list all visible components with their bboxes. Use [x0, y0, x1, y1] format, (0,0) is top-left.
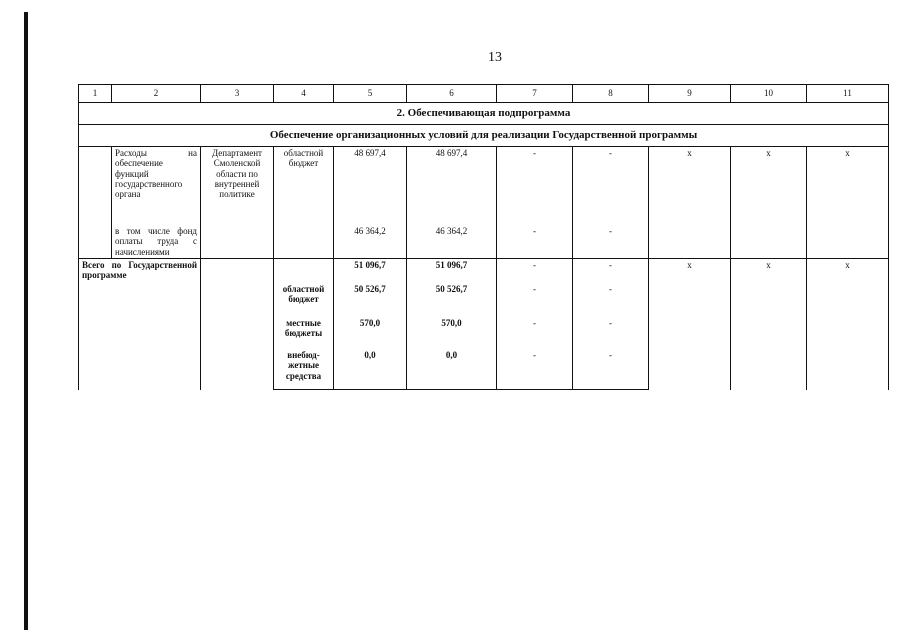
expense-col9: x — [649, 147, 731, 259]
expense-col5: 48 697,4 — [334, 147, 407, 226]
total-row — [79, 259, 889, 284]
total-col5: 51 096,7 — [334, 259, 407, 284]
expense-row — [79, 147, 889, 226]
column-header: 3 — [201, 85, 274, 103]
expense-sub-description: в том числе фонд оплаты труда с начислениями — [112, 225, 201, 259]
column-header: 9 — [649, 85, 731, 103]
expense-sub-col8: - — [573, 225, 649, 259]
budget-table — [78, 84, 889, 390]
column-header: 5 — [334, 85, 407, 103]
regional-label: областной бюджет — [274, 283, 334, 317]
column-number-row — [79, 85, 889, 103]
page-number: 13 — [488, 50, 502, 65]
local-col8: - — [573, 317, 649, 349]
column-header: 7 — [497, 85, 573, 103]
cell-empty — [201, 259, 274, 390]
expense-sub-col6: 46 364,2 — [407, 225, 497, 259]
regional-col7: - — [497, 283, 573, 317]
expense-sub-col5: 46 364,2 — [334, 225, 407, 259]
cell-empty — [79, 147, 112, 259]
expense-col8: - — [573, 147, 649, 226]
total-col9: x — [649, 259, 731, 390]
expense-col11: x — [807, 147, 889, 259]
column-header: 4 — [274, 85, 334, 103]
total-label: Всего по Государственной программе — [79, 259, 201, 390]
local-col7: - — [497, 317, 573, 349]
total-col11: x — [807, 259, 889, 390]
expense-col10: x — [731, 147, 807, 259]
column-header: 10 — [731, 85, 807, 103]
total-col8: - — [573, 259, 649, 284]
regional-col8: - — [573, 283, 649, 317]
expense-source: областной бюджет — [274, 147, 334, 259]
offbudget-label: внебюд-жетные средства — [274, 349, 334, 390]
expense-col7: - — [497, 147, 573, 226]
expense-col6: 48 697,4 — [407, 147, 497, 226]
offbudget-col8: - — [573, 349, 649, 390]
regional-col5: 50 526,7 — [334, 283, 407, 317]
expense-sub-col7: - — [497, 225, 573, 259]
local-col6: 570,0 — [407, 317, 497, 349]
offbudget-col5: 0,0 — [334, 349, 407, 390]
offbudget-col7: - — [497, 349, 573, 390]
subprogram-title: 2. Обеспечивающая подпрограмма — [79, 103, 889, 125]
column-header: 1 — [79, 85, 112, 103]
expense-department: Департамент Смоленской области по внутренней политике — [201, 147, 274, 259]
section-row — [79, 125, 889, 147]
column-header: 11 — [807, 85, 889, 103]
total-col10: x — [731, 259, 807, 390]
local-col5: 570,0 — [334, 317, 407, 349]
section-title: Обеспечение организационных условий для реализации Государственной программы — [79, 125, 889, 147]
subprogram-row — [79, 103, 889, 125]
local-label: местные бюджеты — [274, 317, 334, 349]
total-col6: 51 096,7 — [407, 259, 497, 284]
total-col7: - — [497, 259, 573, 284]
regional-col6: 50 526,7 — [407, 283, 497, 317]
column-header: 2 — [112, 85, 201, 103]
cell-empty — [274, 259, 334, 284]
expense-description: Расходы на обеспечение функций государственного органа — [112, 147, 201, 226]
scan-margin-line — [24, 12, 28, 630]
column-header: 8 — [573, 85, 649, 103]
column-header: 6 — [407, 85, 497, 103]
offbudget-col6: 0,0 — [407, 349, 497, 390]
